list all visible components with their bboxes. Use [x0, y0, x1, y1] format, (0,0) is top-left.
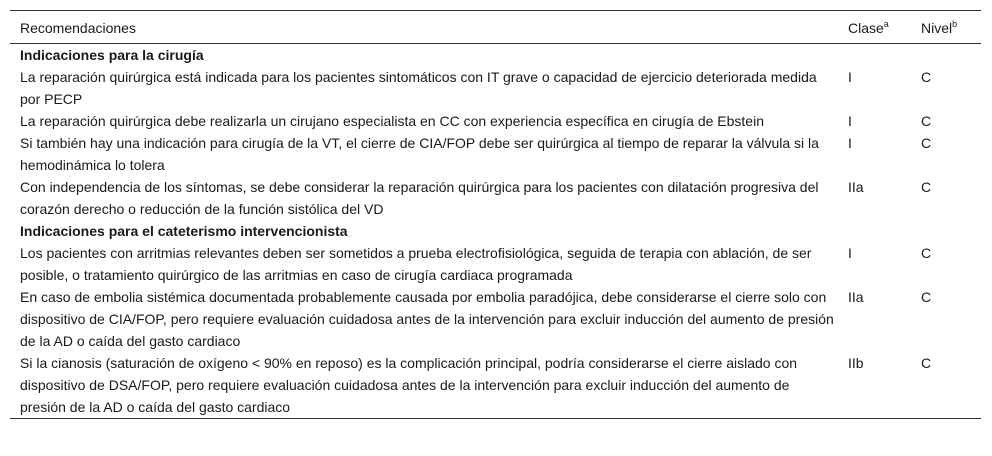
table-row: [10, 242, 981, 286]
level-value: C: [921, 113, 932, 129]
class-value: IIa: [848, 179, 864, 195]
section-row-surgery: [10, 44, 981, 67]
header-level: Nivel$^b$: [921, 19, 958, 36]
level-value: C: [921, 245, 932, 261]
recommendation-text: La reparación quirúrgica debe realizarla un cirujano especialista en CC con experiencia específica en cirugía de Ebstein: [20, 113, 764, 129]
header-row: [10, 11, 981, 44]
recommendation-text: Si también hay una indicación para cirugía de la VT, el cierre de CIA/FOP debe ser quirúrgica al tiempo de reparar la válvula si la hemodinámica lo tolera: [20, 135, 819, 173]
recommendation-text: Si la cianosis (saturación de oxígeno < 90% en reposo) es la complicación principal, podría considerarse el cierre aislado con dispositivo de DSA/FOP, pero requiere evaluación cuidadosa antes de la intervención para excluir inducción del aumento de presión de la AD o caída del gasto cardiaco: [20, 355, 798, 415]
recommendation-text: En caso de embolia sistémica documentada probablemente causada por embolia paradójica, debe considerarse el cierre solo con dispositivo de CIA/FOP, pero requiere evaluación cuidadosa antes de la intervención para excluir inducción del aumento de presión de la AD o caída del gasto cardiaco: [20, 289, 834, 349]
recommendation-text: La reparación quirúrgica está indicada para los pacientes sintomáticos con IT grave o capacidad de ejercicio deteriorada medida por PECP: [20, 69, 817, 107]
recommendations-table: [10, 10, 981, 419]
table-row: [10, 352, 981, 419]
level-value: C: [921, 135, 932, 151]
table-row: [10, 176, 981, 220]
class-value: I: [848, 113, 852, 129]
level-value: C: [921, 355, 932, 371]
header-class: Clase$^a$: [848, 19, 889, 36]
table-row: [10, 110, 981, 132]
table-row: [10, 66, 981, 110]
table-body: [10, 44, 981, 419]
table-row: [10, 132, 981, 176]
level-value: C: [921, 69, 932, 85]
header-class-footnote: a: [883, 19, 889, 29]
level-value: C: [921, 179, 932, 195]
recommendations-table-container: [10, 10, 981, 419]
class-value: I: [848, 135, 852, 151]
class-value: I: [848, 245, 852, 261]
class-value: I: [848, 69, 852, 85]
table-row: [10, 286, 981, 352]
section-title: Indicaciones para la cirugía: [20, 47, 204, 63]
header-recommendations: Recomendaciones: [20, 20, 136, 36]
class-value: IIb: [848, 355, 864, 371]
level-value: C: [921, 289, 932, 305]
recommendation-text: Con independencia de los síntomas, se debe considerar la reparación quirúrgica para los pacientes con dilatación progresiva del corazón derecho o reducción de la función sistólica del VD: [20, 179, 819, 217]
section-row-catheterization: [10, 220, 981, 242]
header-level-footnote: b: [952, 19, 958, 29]
section-title: Indicaciones para el cateterismo intervencionista: [20, 223, 348, 239]
table-header: [10, 11, 981, 44]
class-value: IIa: [848, 289, 864, 305]
recommendation-text: Los pacientes con arritmias relevantes deben ser sometidos a prueba electrofisiológica, seguida de terapia con ablación, de ser posible, o tratamiento quirúrgico de las arritmias en caso de cirugía cardiaca programada: [20, 245, 812, 283]
